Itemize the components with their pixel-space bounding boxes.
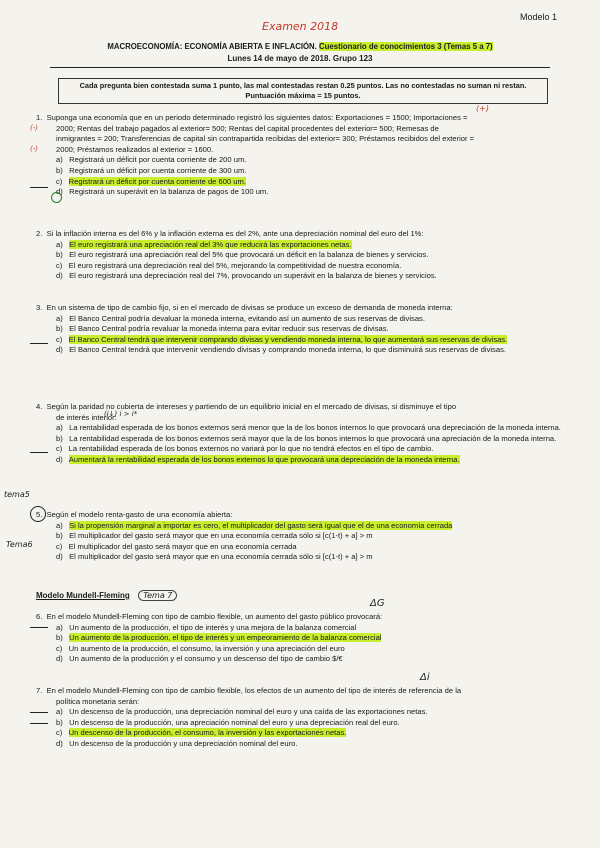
question-stem-line: En el modelo Mundell-Fleming con tipo de cambio flexible, un aumento del gasto público provocará: xyxy=(46,612,383,621)
course-title: MACROECONOMÍA: ECONOMÍA ABIERTA E INFLACIÓN. xyxy=(107,42,317,51)
question-stem-line: Según la paridad no cubierta de intereses y partiendo de un equilibrio inicial en el mercado de divisas, si disminuye el tipo xyxy=(46,402,457,411)
question-7 xyxy=(36,686,461,750)
question-stem-line: En un sistema de tipo de cambio fijo, si en el mercado de divisas se produce un exceso de demanda de moneda interna: xyxy=(46,303,453,312)
option-text: Un aumento de la producción, el tipo de interés y un empeoramiento de la balanza comercial xyxy=(69,633,382,643)
option-text: Si la propensión marginal a importar es cero, el multiplicador del gasto será igual que el de una economía cerrada xyxy=(69,520,453,530)
answer-option-selected[interactable] xyxy=(36,335,576,346)
section-note: Tema 7 xyxy=(138,590,177,601)
handwritten-title: Examen 2018 xyxy=(262,20,339,33)
question-stem-line: 2000; Préstamos realizados al exterior = 1600. xyxy=(56,144,214,154)
option-letter: b) xyxy=(56,250,63,260)
question-stem-line: Suponga una economía que en un periodo determinado registró los siguientes datos: Exportaciones = 1500; Importaciones = xyxy=(46,113,468,122)
option-letter: c) xyxy=(56,444,63,454)
section-title: Modelo Mundell-Fleming xyxy=(36,591,130,600)
option-letter: a) xyxy=(56,239,63,249)
option-letter: c) xyxy=(56,643,63,653)
option-text: Un aumento de la producción y el consumo y un descenso del tipo de cambio $/€ xyxy=(69,654,343,664)
questionnaire-title: Cuestionario de conocimientos 3 (Temas 5 a 7) xyxy=(319,42,493,51)
annotation-minus: (-) xyxy=(30,124,38,132)
option-text: El Banco Central tendrá que intervenir comprando divisas y vendiendo moneda interna, lo que aumentará sus reservas de divisas. xyxy=(68,334,508,344)
annotation-formula: (i↓) i > i* xyxy=(104,410,138,418)
question-6 xyxy=(36,612,382,665)
annotation-tema: tema5 xyxy=(4,490,30,499)
answer-option[interactable] xyxy=(36,623,382,634)
option-text: El multiplicador del gasto será mayor que en una economía cerrada sólo si [c(1-t) + a] > m xyxy=(69,552,373,562)
model-label: Modelo 1 xyxy=(520,12,558,22)
option-letter: b) xyxy=(56,165,63,175)
answer-option[interactable] xyxy=(36,542,452,553)
date-group: Lunes 14 de mayo de 2018. Grupo 123 xyxy=(227,54,373,63)
option-text: El multiplicador del gasto será mayor que en una economía cerrada xyxy=(68,541,297,551)
option-letter: a) xyxy=(56,313,63,323)
question-stem-line: En el modelo Mundell-Fleming con tipo de cambio flexible, los efectos de un aumento del tipo de interés de referencia de la xyxy=(46,686,462,695)
answer-option[interactable] xyxy=(36,423,576,434)
course-header xyxy=(20,42,580,51)
question-2 xyxy=(36,229,437,282)
option-text: Un aumento de la producción, el consumo, la inversión y una apreciación del euro xyxy=(68,643,345,653)
option-text: El euro registrará una depreciación real del 5%, mejorando la competitividad de nuestra economía. xyxy=(68,260,402,270)
question-number: 6. xyxy=(36,612,43,621)
option-letter: c) xyxy=(56,728,63,738)
option-text: El euro registrará una depreciación real del 7%, provocando un superávit en la balanza de bienes y servicios. xyxy=(69,271,437,281)
option-letter: d) xyxy=(56,654,63,664)
annotation-minus: (-) xyxy=(30,145,38,153)
option-letter: c) xyxy=(56,176,63,186)
annotation-delta-i: Δi xyxy=(420,672,430,683)
option-letter: d) xyxy=(56,738,63,748)
option-text: Aumentará la rentabilidad esperada de los bonos externos lo que provocará una depreciación de la moneda interna. xyxy=(68,454,460,464)
answer-option-selected[interactable] xyxy=(36,177,474,188)
answer-option[interactable] xyxy=(36,250,437,261)
answer-option-selected[interactable] xyxy=(36,633,382,644)
option-text: Registrará un déficit por cuenta corriente de 200 um. xyxy=(69,155,247,165)
annotation-dash xyxy=(30,187,48,188)
question-number: 4. xyxy=(36,402,43,411)
header-divider xyxy=(50,67,550,68)
option-text: Registrará un superávit en la balanza de pagos de 100 um. xyxy=(69,187,269,197)
answer-option[interactable] xyxy=(36,324,576,335)
question-number: 5. xyxy=(36,510,43,519)
answer-option-selected[interactable] xyxy=(36,728,461,739)
annotation-tema: Tema6 xyxy=(6,540,33,549)
instructions-line2: Puntuación máxima = 15 puntos. xyxy=(245,91,361,100)
answer-option[interactable] xyxy=(36,261,437,272)
question-stem-line: 2000; Rentas del trabajo pagados al exterior= 500; Rentas del capital procedentes del exterior= 500; Remesas de xyxy=(56,123,439,133)
option-text: El Banco Central podría revaluar la moneda interna para evitar reducir sus reservas de divisas. xyxy=(69,324,389,334)
question-stem-line: Según el modelo renta-gasto de una economía abierta: xyxy=(46,510,233,519)
answer-option[interactable] xyxy=(36,644,382,655)
option-letter: d) xyxy=(56,187,63,197)
question-5 xyxy=(36,510,452,563)
option-text: El euro registrará una apreciación real del 5% que provocará un déficit en la balanza de bienes y servicios. xyxy=(69,250,429,260)
question-number: 3. xyxy=(36,303,43,312)
option-text: El Banco Central podría devaluar la moneda interna, evitando así un aumento de sus reservas de divisas. xyxy=(69,313,425,323)
option-letter: a) xyxy=(56,155,63,165)
answer-option[interactable] xyxy=(36,166,474,177)
option-text: Un descenso de la producción y una depreciación nominal del euro. xyxy=(69,738,298,748)
annotation-delta-g: ΔG xyxy=(370,598,385,609)
annotation-dash xyxy=(30,712,48,713)
option-letter: b) xyxy=(56,433,63,443)
option-letter: a) xyxy=(56,707,63,717)
selected-circle-icon xyxy=(51,192,62,203)
answer-option[interactable] xyxy=(36,531,452,542)
question-number: 1. xyxy=(36,113,43,122)
answer-option-selected[interactable] xyxy=(36,240,437,251)
option-text: La rentabilidad esperada de los bonos externos será mayor que la de los bonos internos lo que provocará una apreciación de la moneda interna. xyxy=(69,433,557,443)
annotation-dash xyxy=(30,627,48,628)
annotation-dash xyxy=(30,723,48,724)
answer-option[interactable] xyxy=(36,271,437,282)
answer-option[interactable] xyxy=(36,552,452,563)
question-stem-line: Si la inflación interna es del 6% y la inflación externa es del 2%, ante una depreciación nominal del euro del 1%: xyxy=(46,229,424,238)
option-letter: d) xyxy=(56,454,63,464)
answer-option[interactable] xyxy=(36,718,461,729)
option-text: La rentabilidad esperada de los bonos externos no variará por lo que no tendrá efectos en el tipo de cambio. xyxy=(68,444,434,454)
option-letter: d) xyxy=(56,345,63,355)
answer-option[interactable] xyxy=(36,345,576,356)
instructions-box xyxy=(58,78,548,104)
option-letter: c) xyxy=(56,541,63,551)
question-3 xyxy=(36,303,576,356)
annotation-dash xyxy=(30,452,48,453)
answer-option[interactable] xyxy=(36,739,461,750)
option-letter: a) xyxy=(56,423,63,433)
option-letter: b) xyxy=(56,531,63,541)
option-text: Un descenso de la producción, una apreciación nominal del euro y una depreciación real del euro. xyxy=(69,717,400,727)
question-1 xyxy=(36,113,474,198)
option-letter: b) xyxy=(56,717,63,727)
answer-option[interactable] xyxy=(36,434,576,445)
annotation-plus: (+) xyxy=(476,104,489,113)
option-letter: a) xyxy=(56,622,63,632)
option-letter: c) xyxy=(56,334,63,344)
option-letter: a) xyxy=(56,520,63,530)
answer-option[interactable] xyxy=(36,707,461,718)
instructions-line1: Cada pregunta bien contestada suma 1 punto, las mal contestadas restan 0.25 puntos. Las no contestadas no suman ni restan. xyxy=(79,81,527,90)
answer-option-selected[interactable] xyxy=(36,521,452,532)
option-letter: d) xyxy=(56,271,63,281)
option-text: Un descenso de la producción, el consumo, la inversión y las exportaciones netas. xyxy=(68,728,347,738)
question-number: 2. xyxy=(36,229,43,238)
question-stem-line: política monetaria serán: xyxy=(56,696,140,706)
annotation-circle-icon xyxy=(30,506,46,522)
option-letter: b) xyxy=(56,633,63,643)
answer-option[interactable] xyxy=(36,155,474,166)
question-stem-line: de interés interior: xyxy=(56,412,117,422)
question-number: 7. xyxy=(36,686,43,695)
option-text: El euro registrará una apreciación real del 3% que reducirá las exportaciones netas. xyxy=(69,239,352,249)
option-letter: c) xyxy=(56,260,63,270)
option-text: Un descenso de la producción, una depreciación nominal del euro y una caída de las exportaciones netas. xyxy=(69,707,428,717)
answer-option[interactable] xyxy=(36,187,474,198)
option-letter: d) xyxy=(56,552,63,562)
option-text: La rentabilidad esperada de los bonos externos será menor que la de los bonos internos lo que provocará una depreciación de la moneda interna. xyxy=(69,423,561,433)
answer-option[interactable] xyxy=(36,314,576,325)
option-text: El multiplicador del gasto será mayor que en una economía cerrada sólo si [c(1-t) + a] > m xyxy=(69,531,373,541)
option-letter: b) xyxy=(56,324,63,334)
answer-option[interactable] xyxy=(36,654,382,665)
annotation-dash xyxy=(30,343,48,344)
option-text: El Banco Central tendrá que intervenir vendiendo divisas y comprando moneda interna, lo que disminuirá sus reservas de divisas. xyxy=(69,345,506,355)
answer-option-selected[interactable] xyxy=(36,455,576,466)
answer-option[interactable] xyxy=(36,444,576,455)
option-text: Un aumento de la producción, el tipo de interés y una mejora de la balanza comercial xyxy=(69,622,357,632)
section-heading xyxy=(36,585,177,603)
question-stem-line: inmigrantes = 200; Transferencias de capital sin contrapartida recibidas del exterior= 300; Préstamos recibidos del exterior = xyxy=(56,134,475,144)
option-text: Registrará un déficit por cuenta corriente de 600 um. xyxy=(68,176,246,186)
option-text: Registrará un déficit por cuenta corriente de 300 um. xyxy=(69,165,247,175)
